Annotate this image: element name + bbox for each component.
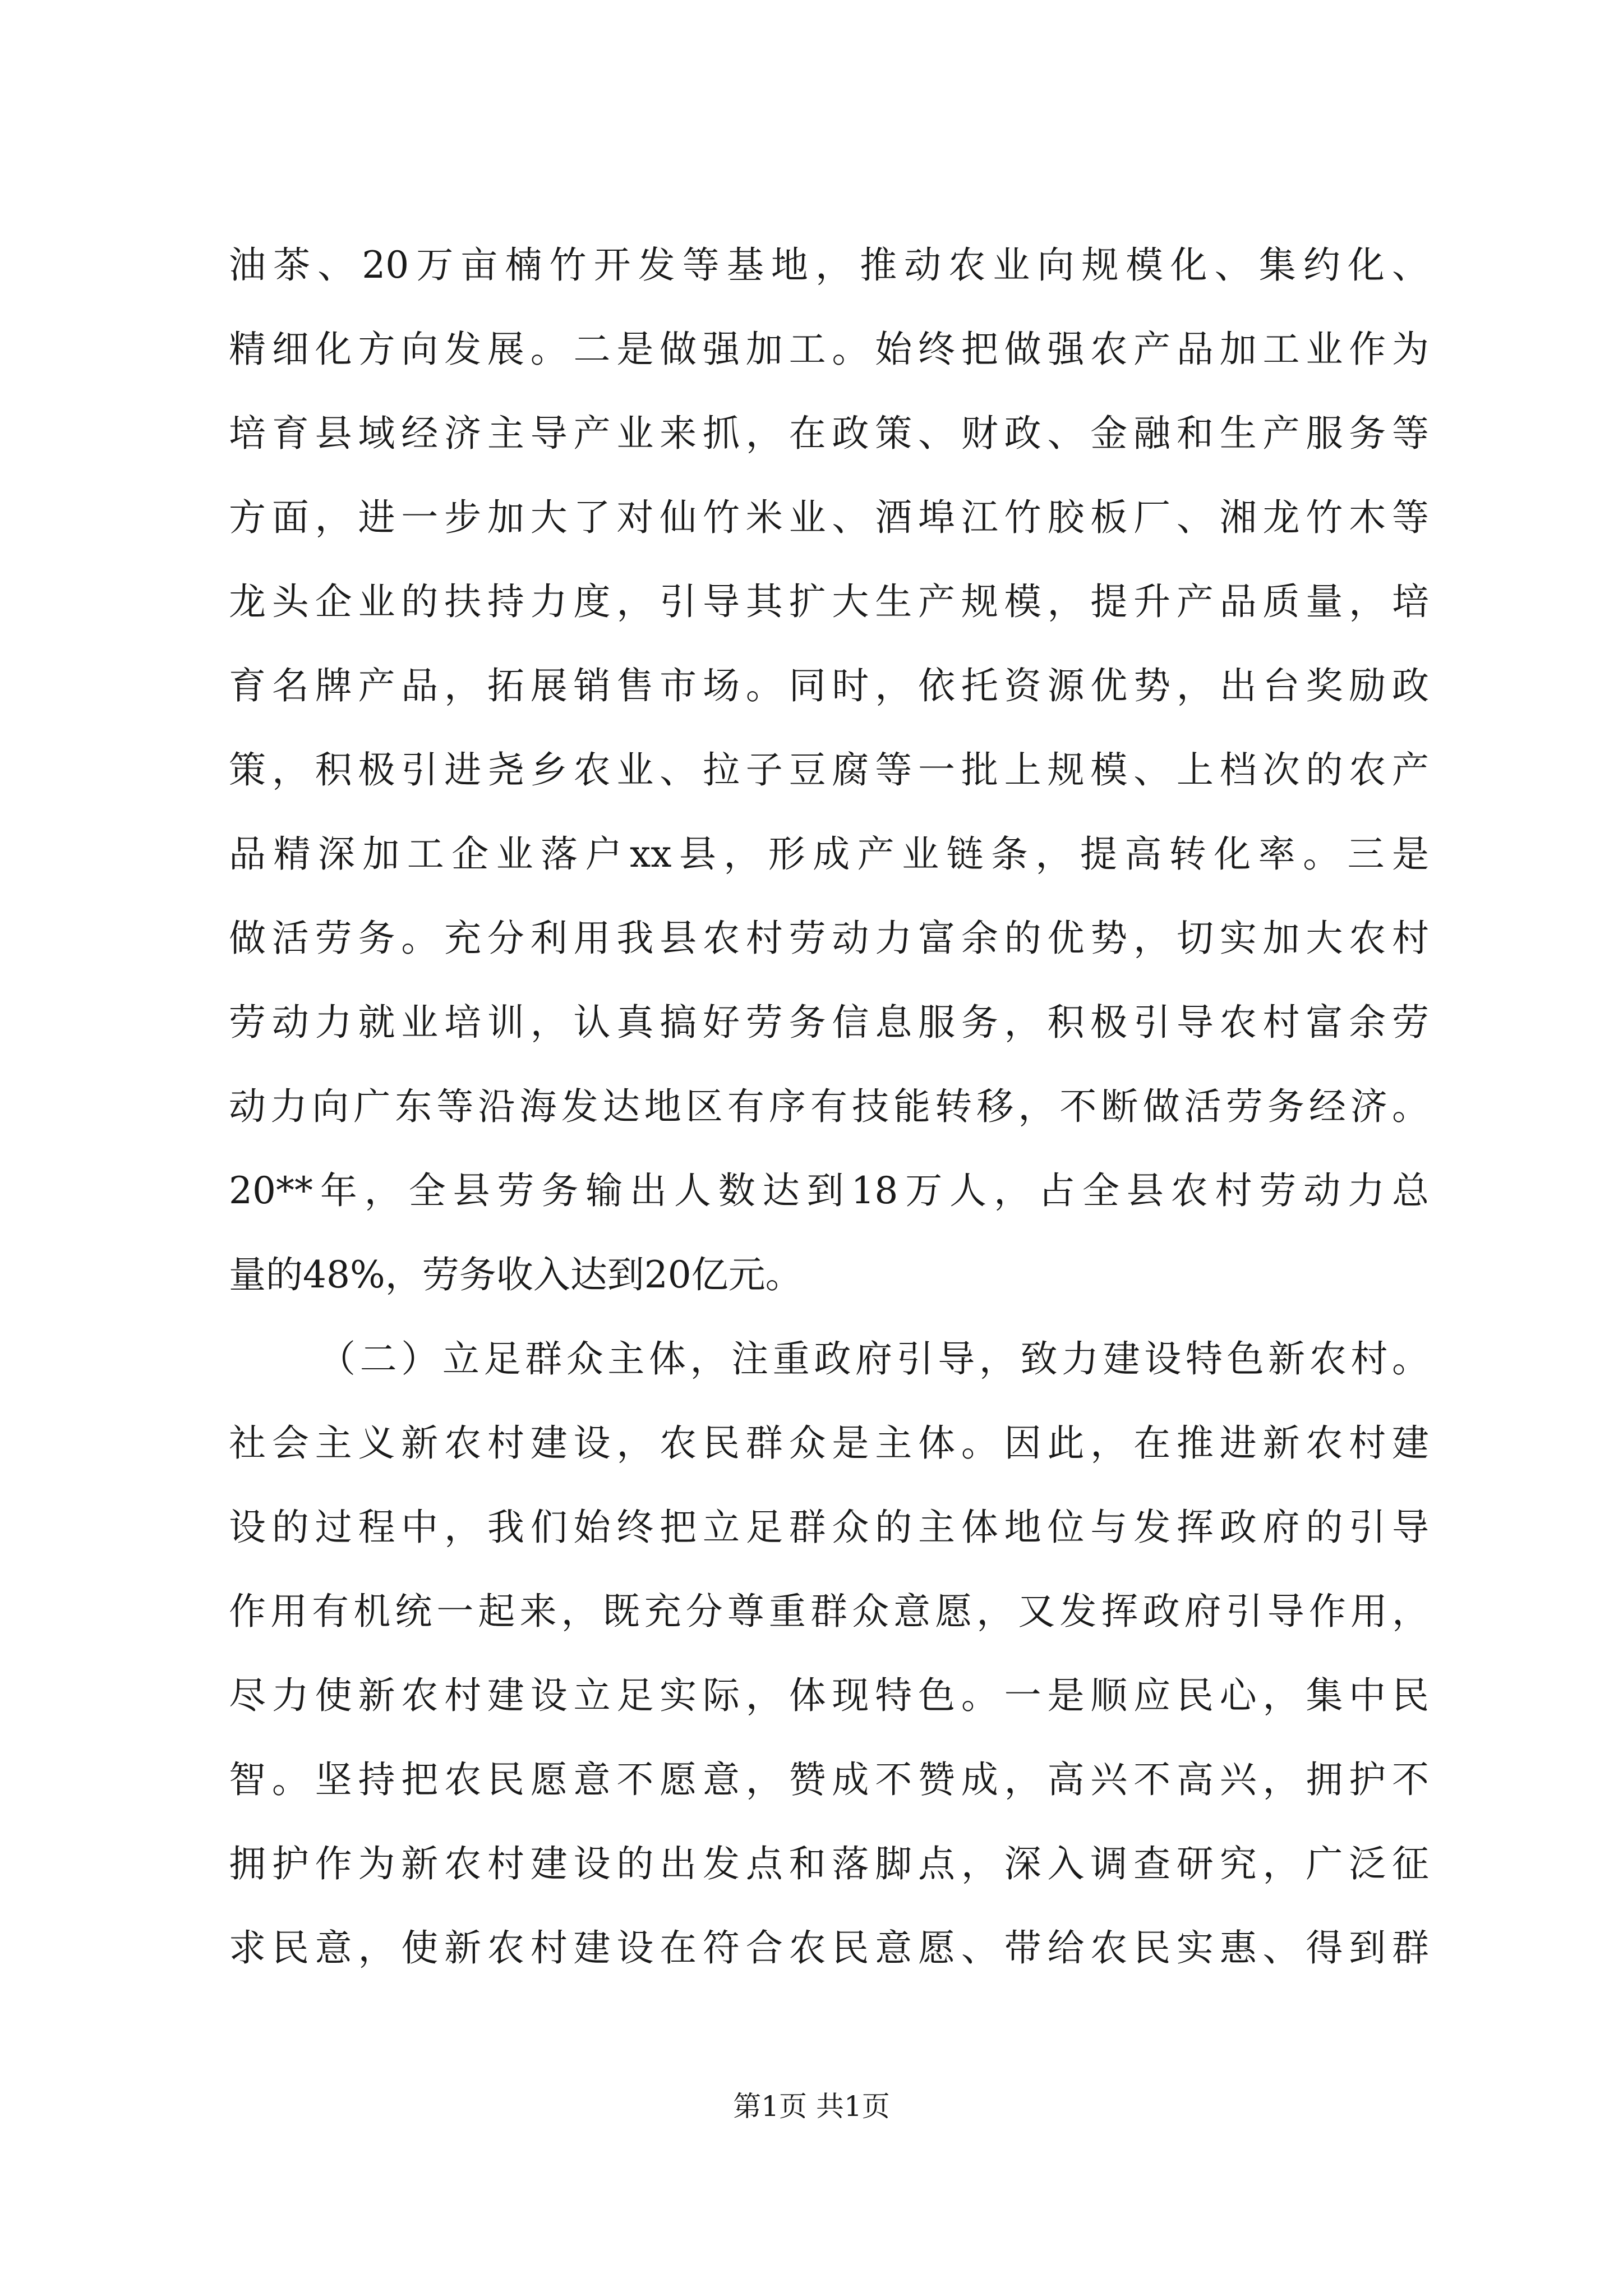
page-footer: 第1页 共1页 [733, 2090, 890, 2123]
text-line: 劳动力就业培训，认真搞好劳务信息服务，积极引导农村富余劳 [229, 1001, 1429, 1044]
text-line: 作用有机统一起来，既充分尊重群众意愿，又发挥政府引导作用， [229, 1590, 1429, 1633]
text-line: 20**年，全县劳务输出人数达到18万人，占全县农村劳动力总 [229, 1169, 1429, 1212]
text-line: 品精深加工企业落户xx县，形成产业链条，提高转化率。三是 [229, 832, 1429, 876]
text-line: 育名牌产品，拓展销售市场。同时，依托资源优势，出台奖励政 [229, 664, 1429, 707]
text-line: 社会主义新农村建设，农民群众是主体。因此，在推进新农村建 [229, 1421, 1429, 1465]
text-line: 动力向广东等沿海发达地区有序有技能转移，不断做活劳务经济。 [229, 1085, 1429, 1128]
text-line: 龙头企业的扶持力度，引导其扩大生产规模，提升产品质量，培 [229, 580, 1429, 623]
text-line: 拥护作为新农村建设的出发点和落脚点，深入调查研究，广泛征 [229, 1842, 1429, 1885]
text-line: 智。坚持把农民愿意不愿意，赞成不赞成，高兴不高兴，拥护不 [229, 1758, 1429, 1801]
text-line: 做活劳务。充分利用我县农村劳动力富余的优势，切实加大农村 [229, 917, 1429, 960]
text-line: 量的48%，劳务收入达到20亿元。 [229, 1253, 803, 1296]
section-heading-line: （二）立足群众主体，注重政府引导，致力建设特色新农村。 [319, 1337, 1429, 1381]
text-line: 方面，进一步加大了对仙竹米业、酒埠江竹胶板厂、湘龙竹木等 [229, 496, 1429, 539]
text-line: 精细化方向发展。二是做强加工。始终把做强农产品加工业作为 [229, 328, 1429, 371]
text-line: 培育县域经济主导产业来抓，在政策、财政、金融和生产服务等 [229, 412, 1429, 455]
text-line: 尽力使新农村建设立足实际，体现特色。一是顺应民心，集中民 [229, 1674, 1429, 1717]
text-line: 油茶、20万亩楠竹开发等基地，推动农业向规模化、集约化、 [229, 243, 1429, 287]
text-line: 设的过程中，我们始终把立足群众的主体地位与发挥政府的引导 [229, 1506, 1429, 1549]
text-line: 策，积极引进尧乡农业、拉子豆腐等一批上规模、上档次的农产 [229, 748, 1429, 792]
text-line: 求民意，使新农村建设在符合农民意愿、带给农民实惠、得到群 [229, 1926, 1429, 1970]
